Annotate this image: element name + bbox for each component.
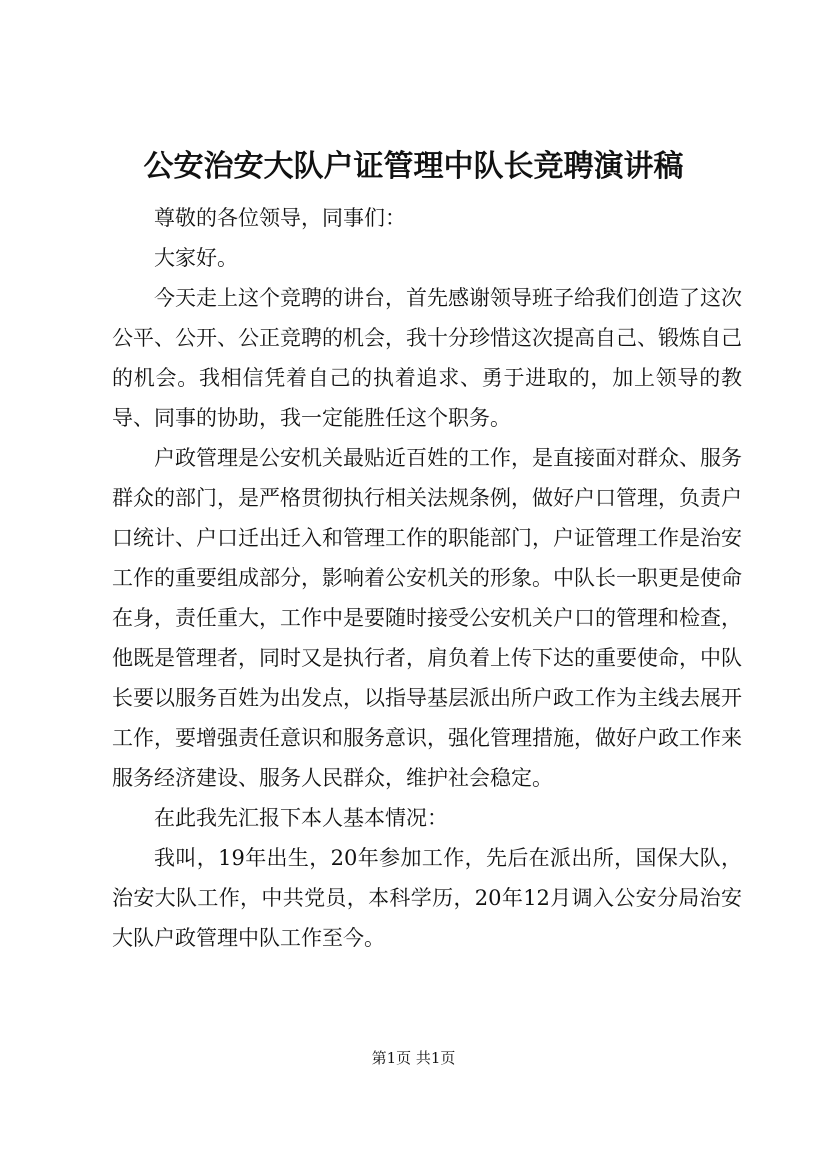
intro-paragraph: 在此我先汇报下本人基本情况：: [154, 806, 448, 830]
salutation-paragraph: 尊敬的各位领导，同事们：: [154, 206, 406, 230]
greeting-paragraph: 大家好。: [154, 246, 238, 270]
document-body: [112, 198, 742, 958]
background-paragraph: 我叫，19年出生，20年参加工作，先后在派出所，国保大队，治安大队工作，中共党员，本科学历，20年12月调入公安分局治安大队户政管理中队工作至今。: [112, 846, 742, 950]
page-footer: 第1页 共1页: [371, 1049, 456, 1067]
document-title: 公安治安大队户证管理中队长竞聘演讲稿: [143, 149, 684, 184]
role-description-paragraph: 户政管理是公安机关最贴近百姓的工作，是直接面对群众、服务群众的部门，是严格贯彻执行相关法规条例，做好户口管理，负责户口统计、户口迁出迁入和管理工作的职能部门，户证管理工作是治安工作的重要组成部分，影响着公安机关的形象。中队长一职更是使命在身，责任重大，工作中是要随时接受公安机关户口的管理和检查，他既是管理者，同时又是执行者，肩负着上传下达的重要使命，中队长要以服务百姓为出发点，以指导基层派出所户政工作为主线去展开工作，要增强责任意识和服务意识，强化管理措施，做好户政工作来服务经济建设、服务人民群众，维护社会稳定。: [112, 446, 742, 790]
opening-paragraph: 今天走上这个竞聘的讲台，首先感谢领导班子给我们创造了这次公平、公开、公正竞聘的机会，我十分珍惜这次提高自己、锻炼自己的机会。我相信凭着自己的执着追求、勇于进取的，加上领导的教导、同事的协助，我一定能胜任这个职务。: [112, 286, 742, 430]
